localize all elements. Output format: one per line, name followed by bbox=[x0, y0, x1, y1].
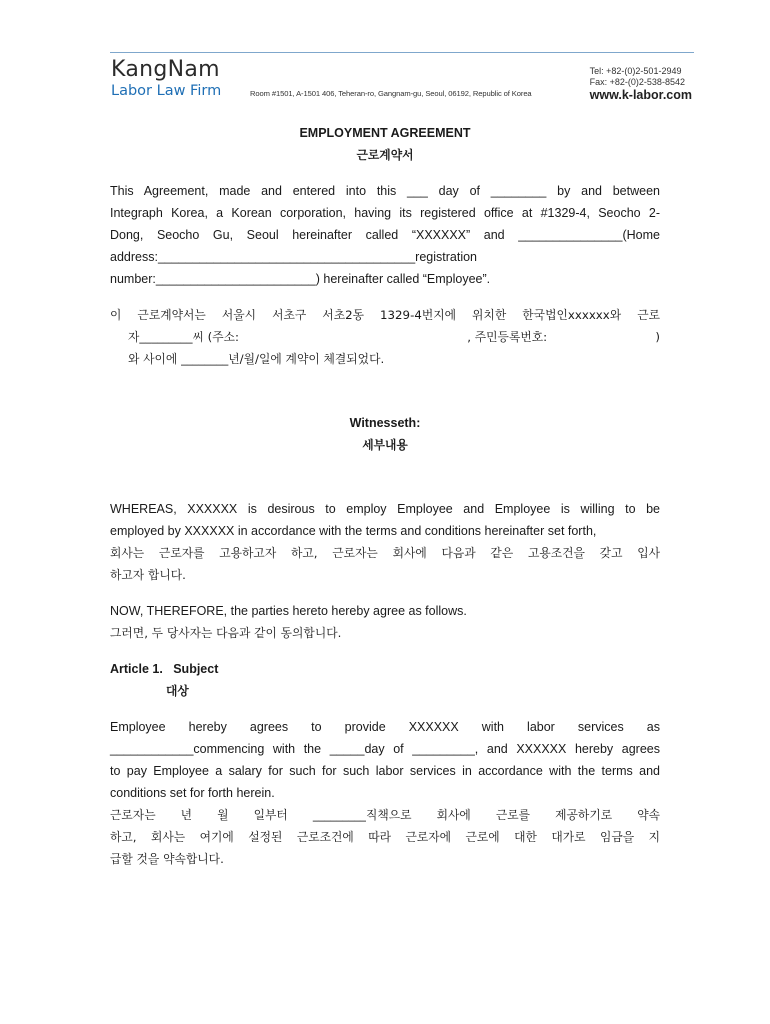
witnesseth-heading-korean: 세부내용 bbox=[362, 438, 408, 452]
article-1-korean-line: 하고, 회사는 여기에 설정된 근로조건에 따라 근로자에 근로에 대한 대가로 임금을 지 bbox=[110, 830, 660, 844]
website-text: www.k-labor.com bbox=[589, 88, 692, 102]
now-therefore-korean-line: 그러면, 두 당사자는 다음과 같이 동의합니다. bbox=[110, 626, 342, 640]
intro-line: This Agreement, made and entered into this ___ day of ________ by and between bbox=[110, 184, 660, 198]
intro-line: Dong, Seocho Gu, Seoul hereinafter called “XXXXXX” and _______________(Home bbox=[110, 228, 660, 242]
intro-korean-close: ) bbox=[655, 330, 660, 344]
document-title: EMPLOYMENT AGREEMENT bbox=[299, 126, 471, 140]
article-1-line: to pay Employee a salary for such for such labor services in accordance with the terms and bbox=[110, 764, 660, 778]
now-therefore-line: NOW, THEREFORE, the parties hereto hereby agree as follows. bbox=[110, 604, 467, 618]
article-1-korean-line: 근로자는 년 월 일부터 _________직책으로 회사에 근로를 제공하기로 약속 bbox=[110, 808, 660, 822]
header-divider bbox=[110, 52, 694, 53]
intro-korean-line: 이 근로계약서는 서울시 서초구 서초2동 1329-4번지에 위치한 한국법인xxxxxx와 근로 bbox=[110, 308, 660, 322]
whereas-korean-line: 회사는 근로자를 고용하고자 하고, 근로자는 회사에 다음과 같은 고용조건을 갖고 입사 bbox=[110, 546, 660, 560]
whereas-line: WHEREAS, XXXXXX is desirous to employ Employee and Employee is willing to be bbox=[110, 502, 660, 516]
intro-korean-id: , 주민등록번호: bbox=[467, 330, 548, 344]
article-1-korean-line: 급할 것을 약속합니다. bbox=[110, 852, 224, 866]
document-title-korean: 근로계약서 bbox=[356, 148, 414, 162]
fax-text: Fax: +82-(0)2-538-8542 bbox=[589, 77, 685, 87]
tel-text: Tel: +82-(0)2-501-2949 bbox=[589, 66, 682, 76]
agreement-body bbox=[110, 122, 660, 870]
witnesseth-heading: Witnesseth: bbox=[349, 416, 421, 430]
article-1-line: Employee hereby agrees to provide XXXXXX with labor services as bbox=[110, 720, 660, 734]
intro-korean-name: 자_________씨 (주소: bbox=[128, 330, 239, 344]
contact-block bbox=[590, 66, 692, 103]
intro-line: Integraph Korea, a Korean corporation, having its registered office at #1329-4, Seocho 2- bbox=[110, 206, 660, 220]
intro-line: address:_____________________________________registration bbox=[110, 250, 477, 264]
intro-line: number:_______________________) hereinafter called “Employee”. bbox=[110, 272, 491, 286]
whereas-korean-line: 하고자 합니다. bbox=[110, 568, 186, 582]
firm-address: Room #1501, A-1501 406, Teheran-ro, Gangnam-gu, Seoul, 06192, Republic of Korea bbox=[250, 89, 532, 98]
firm-subtitle: Labor Law Firm bbox=[111, 83, 222, 99]
intro-korean-line bbox=[110, 326, 660, 348]
article-1-title-korean: 대상 bbox=[166, 684, 189, 698]
firm-logo bbox=[111, 58, 221, 100]
article-1-title: Article 1. Subject bbox=[110, 662, 219, 676]
whereas-line: employed by XXXXXX in accordance with the terms and conditions hereinafter set forth, bbox=[110, 524, 597, 538]
article-1-line: conditions set for forth herein. bbox=[110, 786, 275, 800]
article-1-line: ____________commencing with the _____day of _________, and XXXXXX hereby agrees bbox=[110, 742, 660, 756]
firm-name: KangNam bbox=[111, 57, 220, 82]
intro-korean-line: 와 사이에 ________년/월/일에 계약이 체결되었다. bbox=[128, 352, 385, 366]
